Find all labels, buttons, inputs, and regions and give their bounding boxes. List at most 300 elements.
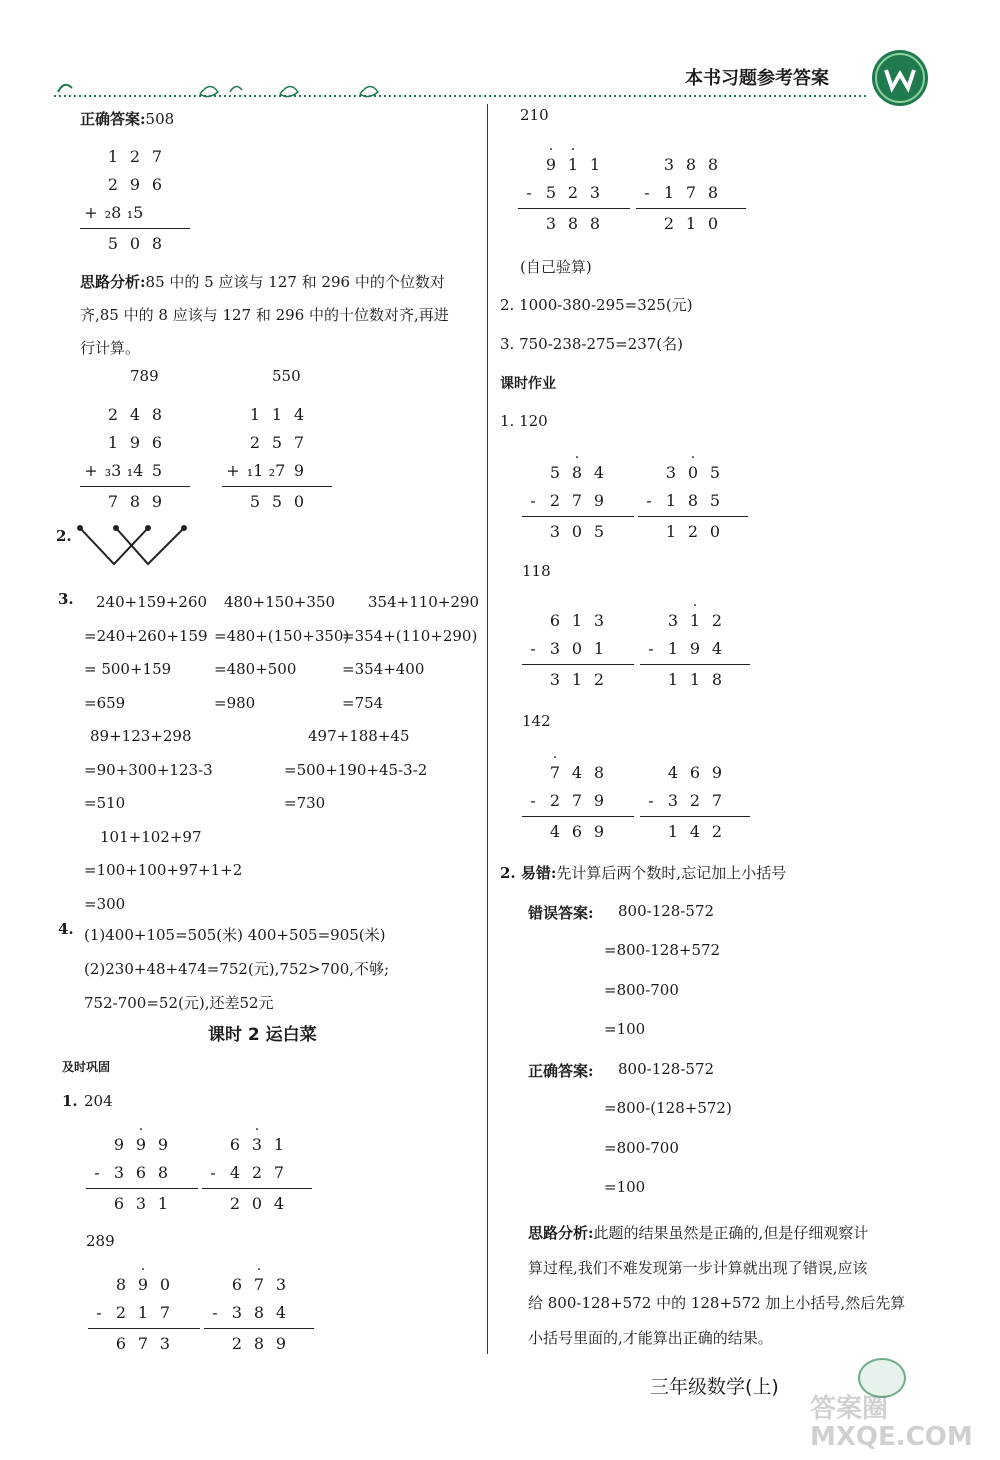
correct-answer-value: 508 bbox=[145, 110, 175, 128]
digit: 1 bbox=[667, 821, 679, 841]
operator: - bbox=[530, 638, 536, 658]
digit: 4 bbox=[689, 821, 701, 841]
analysis-line: 算过程,我们不难发现第一步计算就出现了错误,应该 bbox=[528, 1259, 868, 1277]
digit: 3 bbox=[549, 521, 561, 541]
operator: - bbox=[212, 1302, 218, 1322]
digit: 2 bbox=[231, 1333, 243, 1353]
digit: 1 bbox=[589, 154, 601, 174]
q3-expr: =510 bbox=[84, 794, 126, 812]
digit: 1 bbox=[571, 610, 583, 630]
vertical-subtraction-118 bbox=[640, 597, 750, 693]
lesson-title: 课时 2 运白菜 bbox=[208, 1025, 317, 1045]
page-number-badge bbox=[858, 1358, 906, 1398]
digit: 1 bbox=[665, 521, 677, 541]
vertical-row bbox=[222, 400, 332, 428]
vertical-addition-508 bbox=[80, 142, 190, 257]
vertical-result-row bbox=[640, 665, 750, 693]
digit: 1 bbox=[157, 1193, 169, 1213]
q3-expr: 497+188+45 bbox=[308, 727, 410, 745]
digit: 9 · bbox=[540, 155, 562, 174]
digit: 1 bbox=[689, 669, 701, 689]
vertical-subtraction-469 bbox=[522, 749, 634, 845]
vertical-result-row bbox=[638, 517, 748, 545]
wrong-answer-line: =800-700 bbox=[604, 981, 679, 999]
digit: 8 bbox=[115, 1274, 127, 1294]
digit: 0 bbox=[571, 521, 583, 541]
digit: 7 bbox=[151, 146, 163, 166]
column-divider bbox=[487, 104, 488, 1354]
analysis-line: 小括号里面的,才能算出正确的结果。 bbox=[528, 1329, 773, 1347]
digit: ₁4 bbox=[126, 460, 144, 480]
digit: 5 bbox=[549, 462, 561, 482]
operator: - bbox=[648, 790, 654, 810]
borrow-dot: · bbox=[570, 141, 576, 158]
matching-lines bbox=[76, 520, 196, 570]
vertical-result-row bbox=[202, 1189, 312, 1217]
operator: - bbox=[646, 490, 652, 510]
answer-142: 142 bbox=[522, 712, 551, 730]
digit: 7 bbox=[571, 490, 583, 510]
question-4-number: 4. bbox=[58, 920, 74, 938]
q3-expr: =980 bbox=[214, 693, 256, 712]
digit: 5 bbox=[271, 491, 283, 511]
vertical-result-row bbox=[522, 665, 634, 693]
borrow-dot: · bbox=[548, 141, 554, 158]
digit: 2 bbox=[229, 1193, 241, 1213]
digit: 6 bbox=[151, 432, 163, 452]
digit: 2 bbox=[687, 521, 699, 541]
answer-204: 204 bbox=[84, 1092, 113, 1110]
digit: 0 bbox=[159, 1274, 171, 1294]
digit: 8 bbox=[707, 182, 719, 202]
vertical-subtraction-305 bbox=[522, 449, 634, 545]
borrow-dot: · bbox=[254, 1121, 260, 1138]
digit: 1 bbox=[107, 146, 119, 166]
digit: 3 bbox=[667, 610, 679, 630]
digit: 3 · bbox=[246, 1135, 268, 1154]
borrow-dot: · bbox=[690, 449, 696, 466]
digit: 9 bbox=[593, 490, 605, 510]
vertical-row bbox=[80, 170, 190, 198]
operator: - bbox=[530, 490, 536, 510]
digit: 6 bbox=[571, 821, 583, 841]
operator: - bbox=[644, 182, 650, 202]
digit: 4 bbox=[273, 1193, 285, 1213]
right-q2: 2. 1000-380-295=325(元) bbox=[500, 296, 693, 314]
vertical-subtraction-289 bbox=[204, 1261, 314, 1357]
wrong-answer-line: =100 bbox=[604, 1020, 646, 1038]
q3-expr: =300 bbox=[84, 894, 126, 913]
analysis-line: 此题的结果虽然是正确的,但是仔细观察计 bbox=[593, 1224, 869, 1242]
digit: 3 bbox=[545, 213, 557, 233]
right-q2-mistake bbox=[500, 862, 786, 883]
operator: + bbox=[226, 460, 240, 480]
digit: 6 bbox=[151, 174, 163, 194]
digit: 1 bbox=[667, 669, 679, 689]
digit: 7 bbox=[107, 491, 119, 511]
vertical-row bbox=[638, 486, 748, 514]
digit: 5 bbox=[709, 490, 721, 510]
book-logo-icon bbox=[872, 50, 928, 106]
vertical-row bbox=[80, 400, 190, 428]
right-answer-line: =800-700 bbox=[604, 1139, 679, 1157]
digit: 3 bbox=[113, 1162, 125, 1182]
digit: 3 bbox=[231, 1302, 243, 1322]
vertical-row bbox=[522, 634, 634, 662]
digit: 2 bbox=[249, 432, 261, 452]
footer-title: 三年级数学(上) bbox=[650, 1376, 779, 1398]
digit: 9 bbox=[129, 432, 141, 452]
digit: 9 bbox=[151, 491, 163, 511]
self-check: (自己验算) bbox=[520, 258, 592, 276]
vertical-addition-550 bbox=[222, 400, 332, 515]
vertical-row bbox=[636, 150, 746, 178]
q3-expr: =240+260+159 bbox=[84, 626, 208, 645]
digit: 6 bbox=[113, 1193, 125, 1213]
digit: 9 bbox=[593, 821, 605, 841]
digit: 1 bbox=[593, 638, 605, 658]
digit: 4 bbox=[571, 762, 583, 782]
vertical-result-row bbox=[640, 817, 750, 845]
digit: 6 bbox=[549, 610, 561, 630]
vertical-row bbox=[640, 597, 750, 634]
vertical-result-row bbox=[204, 1329, 314, 1357]
digit: ₁1 bbox=[246, 460, 264, 480]
vertical-row bbox=[522, 749, 634, 786]
digit: 1 · bbox=[684, 611, 706, 630]
vertical-row bbox=[204, 1261, 314, 1298]
digit: 0 bbox=[251, 1193, 263, 1213]
vertical-row bbox=[202, 1158, 312, 1186]
digit: 6 bbox=[689, 762, 701, 782]
vertical-result-row bbox=[86, 1189, 198, 1217]
digit: 3 bbox=[593, 610, 605, 630]
q3-expr: =480+(150+350) bbox=[214, 626, 350, 645]
digit: 3 bbox=[665, 462, 677, 482]
digit: 1 bbox=[271, 404, 283, 424]
digit: 8 bbox=[567, 213, 579, 233]
digit: 6 bbox=[231, 1274, 243, 1294]
digit: 0 bbox=[293, 491, 305, 511]
vertical-result-row bbox=[518, 209, 630, 237]
digit: 8 bbox=[707, 154, 719, 174]
digit: 8 bbox=[157, 1162, 169, 1182]
digit: 2 bbox=[689, 790, 701, 810]
digit: 0 bbox=[571, 638, 583, 658]
q3-expr: =354+400 bbox=[342, 660, 425, 678]
q4-line: (1)400+105=505(米) 400+505=905(米) bbox=[84, 926, 386, 944]
vertical-row bbox=[80, 456, 190, 484]
digit: 5 bbox=[107, 233, 119, 253]
borrow-dot: · bbox=[140, 1261, 146, 1278]
digit: 1 bbox=[667, 638, 679, 658]
analysis-line: 85 中的 5 应该与 127 和 296 中的个位数对 bbox=[145, 273, 445, 291]
digit: 2 bbox=[549, 790, 561, 810]
operator: - bbox=[210, 1162, 216, 1182]
digit: 9 bbox=[293, 460, 305, 480]
digit: 2 bbox=[663, 213, 675, 233]
q4-line: (2)230+48+474=752(元),752>700,不够; bbox=[84, 960, 390, 978]
vertical-row bbox=[204, 1298, 314, 1326]
digit: 6 bbox=[229, 1134, 241, 1154]
borrow-dot: · bbox=[574, 449, 580, 466]
digit: 8 bbox=[589, 213, 601, 233]
wrong-answer-line: 800-128-572 bbox=[618, 902, 715, 920]
vertical-row bbox=[518, 178, 630, 206]
vertical-result-row bbox=[222, 487, 332, 515]
digit: 7 bbox=[685, 182, 697, 202]
analysis-line: 齐,85 中的 8 应该与 127 和 296 中的十位数对齐,再进 bbox=[80, 306, 449, 324]
analysis-line: 行计算。 bbox=[80, 339, 141, 357]
digit: 2 bbox=[107, 174, 119, 194]
digit: 1 bbox=[249, 404, 261, 424]
digit: 4 bbox=[593, 462, 605, 482]
vertical-subtraction-631 bbox=[86, 1121, 198, 1217]
digit: 1 · bbox=[562, 155, 584, 174]
digit: 9 bbox=[129, 174, 141, 194]
analysis-right bbox=[528, 1216, 905, 1356]
digit: 1 bbox=[663, 182, 675, 202]
digit: 7 · bbox=[544, 763, 566, 782]
digit: 9 · bbox=[132, 1275, 154, 1294]
operator: - bbox=[94, 1162, 100, 1182]
digit: 0 bbox=[129, 233, 141, 253]
digit: 8 bbox=[151, 404, 163, 424]
digit: 7 bbox=[711, 790, 723, 810]
analysis-line: 给 800-128+572 中的 128+572 加上小括号,然后先算 bbox=[528, 1294, 906, 1312]
analysis-label: 思路分析: bbox=[528, 1224, 594, 1242]
digit: 3 bbox=[549, 638, 561, 658]
vertical-subtraction-673 bbox=[88, 1261, 200, 1357]
answer-289: 289 bbox=[86, 1232, 115, 1250]
digit: 3 bbox=[663, 154, 675, 174]
digit: 1 bbox=[571, 669, 583, 689]
digit: 2 bbox=[107, 404, 119, 424]
q3-expr: =730 bbox=[284, 794, 326, 812]
answer-118: 118 bbox=[522, 562, 551, 580]
header-title: 本书习题参考答案 bbox=[685, 68, 829, 89]
digit: 5 bbox=[249, 491, 261, 511]
digit: 8 bbox=[685, 154, 697, 174]
q3-expr: 240+159+260 bbox=[96, 593, 208, 611]
vertical-subtraction-312 bbox=[522, 606, 634, 693]
q4-lines bbox=[84, 918, 389, 1020]
digit: 3 bbox=[275, 1274, 287, 1294]
vertical-row bbox=[522, 606, 634, 634]
right-answer-line: =100 bbox=[604, 1178, 646, 1196]
digit: 0 bbox=[707, 213, 719, 233]
vertical-subtraction-388 bbox=[518, 141, 630, 237]
vertical-subtraction-142 bbox=[640, 758, 750, 845]
digit: 9 bbox=[689, 638, 701, 658]
q3-grid bbox=[84, 586, 479, 921]
digit: 8 bbox=[593, 762, 605, 782]
vertical-result-row bbox=[636, 209, 746, 237]
digit: 8 · bbox=[566, 463, 588, 482]
vertical-row bbox=[80, 428, 190, 456]
digit: 7 bbox=[273, 1162, 285, 1182]
digit: 2 bbox=[711, 821, 723, 841]
right-q1: 1. 120 bbox=[500, 412, 548, 430]
vertical-result-row bbox=[88, 1329, 200, 1357]
vertical-row bbox=[522, 449, 634, 486]
digit: 9 bbox=[157, 1134, 169, 1154]
digit: 0 bbox=[709, 521, 721, 541]
operator: + bbox=[84, 460, 98, 480]
digit: ₃3 bbox=[104, 460, 122, 480]
digit: 9 bbox=[113, 1134, 125, 1154]
vertical-row bbox=[80, 198, 190, 226]
watermark: 答案圈 MXQE.COM bbox=[810, 1394, 973, 1452]
digit: 7 bbox=[571, 790, 583, 810]
right-q3: 3. 750-238-275=237(名) bbox=[500, 335, 684, 353]
digit: 1 bbox=[273, 1134, 285, 1154]
vertical-row bbox=[640, 758, 750, 786]
borrow-dot: · bbox=[256, 1261, 262, 1278]
vertical-row bbox=[88, 1298, 200, 1326]
vertical-row bbox=[86, 1121, 198, 1158]
digit: 2 bbox=[711, 610, 723, 630]
section-label: 及时巩固 bbox=[62, 1060, 111, 1074]
q3-expr: =90+300+123-3 bbox=[84, 760, 213, 779]
digit: 7 bbox=[137, 1333, 149, 1353]
vertical-subtraction-204 bbox=[202, 1121, 312, 1217]
wrong-answer-label: 错误答案: bbox=[528, 904, 594, 922]
digit: 5 bbox=[709, 462, 721, 482]
answer-789: 789 bbox=[130, 367, 159, 385]
vertical-subtraction-210 bbox=[636, 150, 746, 237]
question-1-number: 1. bbox=[62, 1092, 78, 1110]
digit: 2 bbox=[549, 490, 561, 510]
mistake-label: 2. 易错: bbox=[500, 864, 557, 882]
q3-expr: =754 bbox=[342, 693, 384, 712]
correct-answer-label: 正确答案: bbox=[80, 110, 146, 128]
vertical-row bbox=[522, 486, 634, 514]
vertical-row bbox=[88, 1261, 200, 1298]
vertical-row bbox=[86, 1158, 198, 1186]
digit: 5 bbox=[271, 432, 283, 452]
borrow-dot: · bbox=[692, 597, 698, 614]
digit: 1 bbox=[685, 213, 697, 233]
digit: 4 bbox=[229, 1162, 241, 1182]
vertical-row bbox=[636, 178, 746, 206]
vertical-subtraction-120 bbox=[638, 449, 748, 545]
digit: 2 bbox=[593, 669, 605, 689]
digit: 4 bbox=[129, 404, 141, 424]
vertical-addition-789 bbox=[80, 400, 190, 515]
borrow-dot: · bbox=[138, 1121, 144, 1138]
answer-210: 210 bbox=[520, 106, 549, 124]
digit: 2 bbox=[567, 182, 579, 202]
digit: 8 bbox=[711, 669, 723, 689]
right-answer-line: =800-(128+572) bbox=[604, 1099, 732, 1117]
answer-550: 550 bbox=[272, 367, 301, 385]
digit: 8 bbox=[253, 1333, 265, 1353]
vertical-row bbox=[222, 456, 332, 484]
analysis-label: 思路分析: bbox=[80, 273, 146, 291]
question-2-number: 2. bbox=[56, 527, 72, 545]
q3-expr: 101+102+97 bbox=[100, 827, 202, 846]
digit: 8 bbox=[129, 491, 141, 511]
digit: 3 bbox=[589, 182, 601, 202]
borrow-dot: · bbox=[552, 749, 558, 766]
digit: 1 bbox=[107, 432, 119, 452]
digit: 3 bbox=[135, 1193, 147, 1213]
q3-expr: =100+100+97+1+2 bbox=[84, 861, 243, 879]
q3-expr: 480+150+350 bbox=[224, 593, 336, 611]
vertical-result-row bbox=[80, 487, 190, 515]
digit: 3 bbox=[159, 1333, 171, 1353]
digit: ₂7 bbox=[268, 460, 286, 480]
correct-answer bbox=[80, 108, 174, 129]
digit: 7 bbox=[293, 432, 305, 452]
vertical-row bbox=[640, 634, 750, 662]
q3-expr: =659 bbox=[84, 693, 126, 712]
digit: ₂8 bbox=[104, 202, 122, 222]
digit: 4 bbox=[711, 638, 723, 658]
digit: 6 bbox=[135, 1162, 147, 1182]
digit: 8 bbox=[151, 233, 163, 253]
vertical-result-row bbox=[522, 517, 634, 545]
digit: 7 bbox=[159, 1302, 171, 1322]
digit: 6 bbox=[115, 1333, 127, 1353]
q3-expr: 89+123+298 bbox=[90, 727, 192, 745]
digit: 2 bbox=[115, 1302, 127, 1322]
digit: 4 bbox=[667, 762, 679, 782]
q3-expr: =500+190+45-3-2 bbox=[284, 760, 428, 779]
analysis-left bbox=[80, 266, 449, 365]
digit: 4 bbox=[293, 404, 305, 424]
operator: - bbox=[96, 1302, 102, 1322]
digit: 3 bbox=[549, 669, 561, 689]
digit: 5 bbox=[151, 460, 163, 480]
mistake-text: 先计算后两个数时,忘记加上小括号 bbox=[556, 864, 787, 882]
vertical-row bbox=[202, 1121, 312, 1158]
digit: 0 · bbox=[682, 463, 704, 482]
q3-expr: 354+110+290 bbox=[368, 593, 480, 611]
digit: 8 bbox=[253, 1302, 265, 1322]
wrong-answer-line: =800-128+572 bbox=[604, 941, 721, 959]
vertical-row bbox=[640, 786, 750, 814]
operator: + bbox=[84, 202, 98, 222]
vertical-row bbox=[522, 786, 634, 814]
operator: - bbox=[648, 638, 654, 658]
operator: - bbox=[530, 790, 536, 810]
vertical-row bbox=[222, 428, 332, 456]
digit: 2 bbox=[251, 1162, 263, 1182]
right-answer-label: 正确答案: bbox=[528, 1062, 594, 1080]
digit: 5 bbox=[593, 521, 605, 541]
digit: 5 bbox=[545, 182, 557, 202]
digit: 9 · bbox=[130, 1135, 152, 1154]
vertical-row bbox=[518, 141, 630, 178]
digit: 8 bbox=[687, 490, 699, 510]
digit: 9 bbox=[593, 790, 605, 810]
digit: 7 · bbox=[248, 1275, 270, 1294]
digit: 1 bbox=[665, 490, 677, 510]
digit: 1 bbox=[137, 1302, 149, 1322]
vertical-result-row bbox=[80, 229, 190, 257]
digit: 9 bbox=[711, 762, 723, 782]
question-3-number: 3. bbox=[58, 590, 74, 608]
vertical-row bbox=[80, 142, 190, 170]
operator: - bbox=[526, 182, 532, 202]
digit: 9 bbox=[275, 1333, 287, 1353]
digit: 3 bbox=[667, 790, 679, 810]
digit: 2 bbox=[129, 146, 141, 166]
q3-expr: =354+(110+290) bbox=[342, 626, 478, 645]
vertical-result-row bbox=[522, 817, 634, 845]
